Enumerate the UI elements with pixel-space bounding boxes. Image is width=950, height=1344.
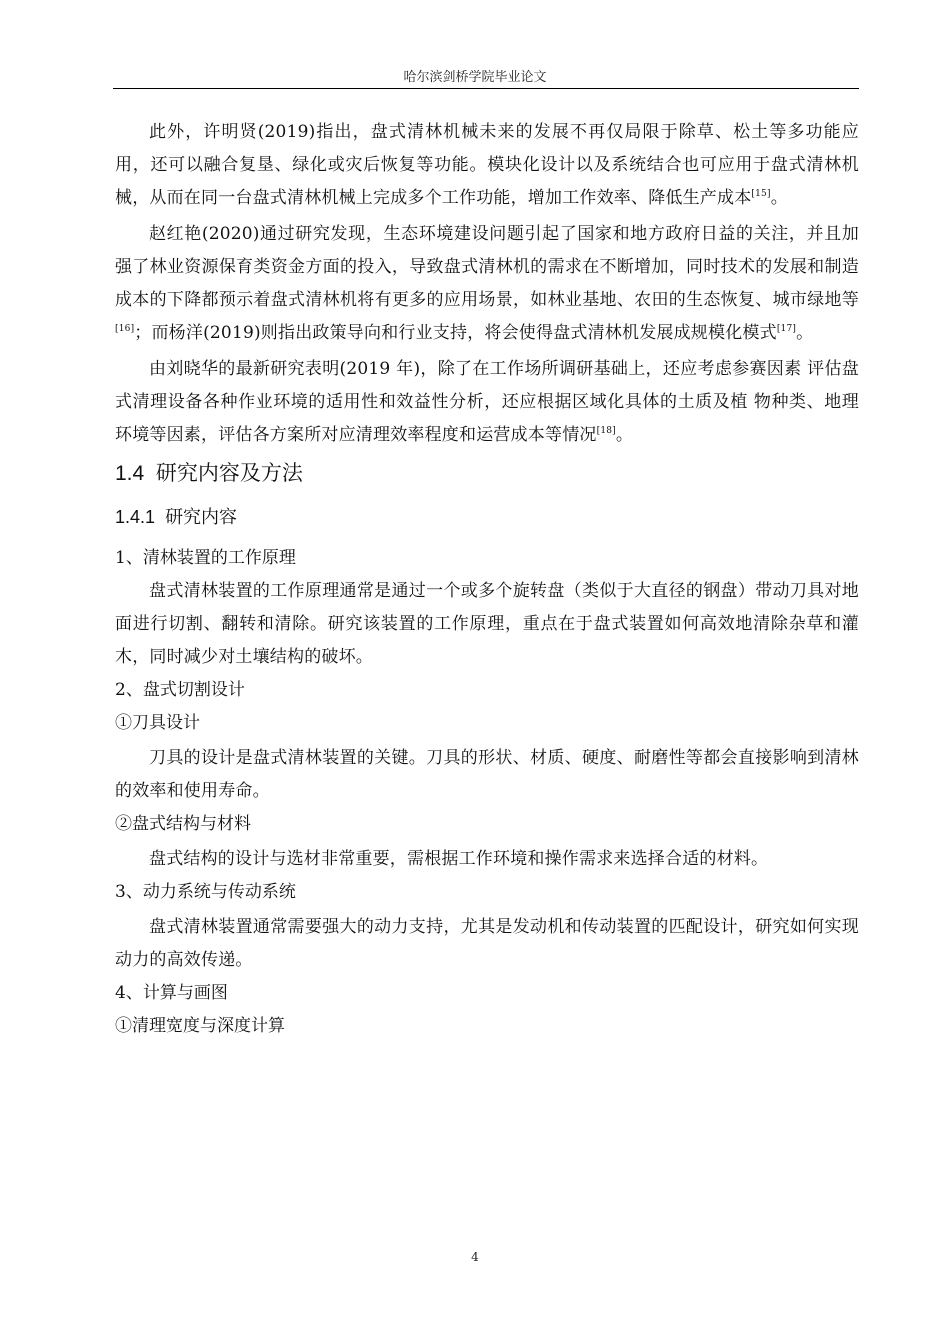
subsection-title: 研究内容 (165, 507, 238, 527)
list-item-disc-cutting-design: 2、盘式切割设计 (115, 680, 245, 700)
section-title: 研究内容及方法 (155, 462, 303, 485)
paragraph-zhao-hongyan (115, 218, 859, 350)
paragraph-text: 此外，许明贤(2019)指出，盘式清林机械未来的发展不再仅局限于除草、松土等多功能应用，还可以融合复垦、绿化或灾后恢复等功能。模块化设计以及系统结合也可应用于盘式清林机械，从而在同一台盘式清林机械上完成多个工作功能，增加工作效率、降低生产成本 (115, 122, 859, 208)
section-number: 1.4 (115, 462, 145, 485)
citation-ref: [16] (115, 324, 135, 334)
subsection-heading (115, 504, 859, 530)
header-divider (113, 88, 859, 89)
paragraph-text: ；而杨洋(2019)则指出政策导向和行业支持，将会使得盘式清林机发展成规模化模式 (134, 323, 777, 343)
list-item-calculation: 4、计算与画图 (115, 983, 228, 1003)
list-subitem-width-depth: ①清理宽度与深度计算 (115, 1016, 285, 1036)
list-subitem-disc-structure: ②盘式结构与材料 (115, 814, 251, 834)
list-item-working-principle: 1、清林装置的工作原理 (115, 548, 296, 568)
paragraph-blade-design: 刀具的设计是盘式清林装置的关键。刀具的形状、材质、硬度、耐磨性等都会直接影响到清林的效率和使用寿命。 (115, 748, 859, 801)
page-body (115, 116, 859, 1043)
citation-ref: [15] (751, 189, 771, 199)
citation-ref: [17] (776, 324, 797, 334)
paragraph-tail: 。 (615, 425, 634, 445)
list-item-power-system: 3、动力系统与传动系统 (115, 882, 296, 902)
paragraph-text: 赵红艳(2020)通过研究发现，生态环境建设问题引起了国家和地方政府日益的关注，并且加强了林业资源保育类资金方面的投入，导致盘式清林机的需求在不断增加，同时技术的发展和制造成本的下降都预示着盘式清林机将有更多的应用场景，如林业基地、农田的生态恢复、城市绿地等 (115, 224, 859, 310)
paragraph-tail: 。 (770, 188, 788, 208)
page-number: 4 (471, 1250, 479, 1264)
subsection-number: 1.4.1 (115, 507, 156, 527)
header-title: 哈尔滨剑桥学院毕业论文 (403, 70, 547, 85)
list-subitem-blade-design: ①刀具设计 (115, 713, 200, 733)
paragraph-tail: 。 (796, 323, 814, 343)
paragraph-text: 由刘晓华的最新研究表明(2019 年)，除了在工作场所调研基础上，还应考虑参赛因素 评估盘式清理设备各种作业环境的适用性和效益性分析，还应根据区域化具体的土质及植 物种类、地理环境等因素，评估各方案所对应清理效率程度和运营成本等情况 (115, 359, 859, 445)
paragraph-power-system: 盘式清林装置通常需要强大的动力支持，尤其是发动机和传动装置的匹配设计，研究如何实现动力的高效传递。 (115, 917, 859, 970)
paragraph-working-principle: 盘式清林装置的工作原理通常是通过一个或多个旋转盘（类似于大直径的钢盘）带动刀具对地面进行切割、翻转和清除。研究该装置的工作原理，重点在于盘式装置如何高效地清除杂草和灌木，同时减少对土壤结构的破坏。 (115, 581, 859, 667)
citation-ref: [18] (596, 426, 616, 436)
paragraph-disc-structure: 盘式结构的设计与选材非常重要，需根据工作环境和操作需求来选择合适的材料。 (149, 849, 769, 869)
section-heading (115, 460, 859, 488)
paragraph-liu-xiaohua (115, 353, 859, 452)
paragraph-xu-mingxian (115, 116, 859, 215)
